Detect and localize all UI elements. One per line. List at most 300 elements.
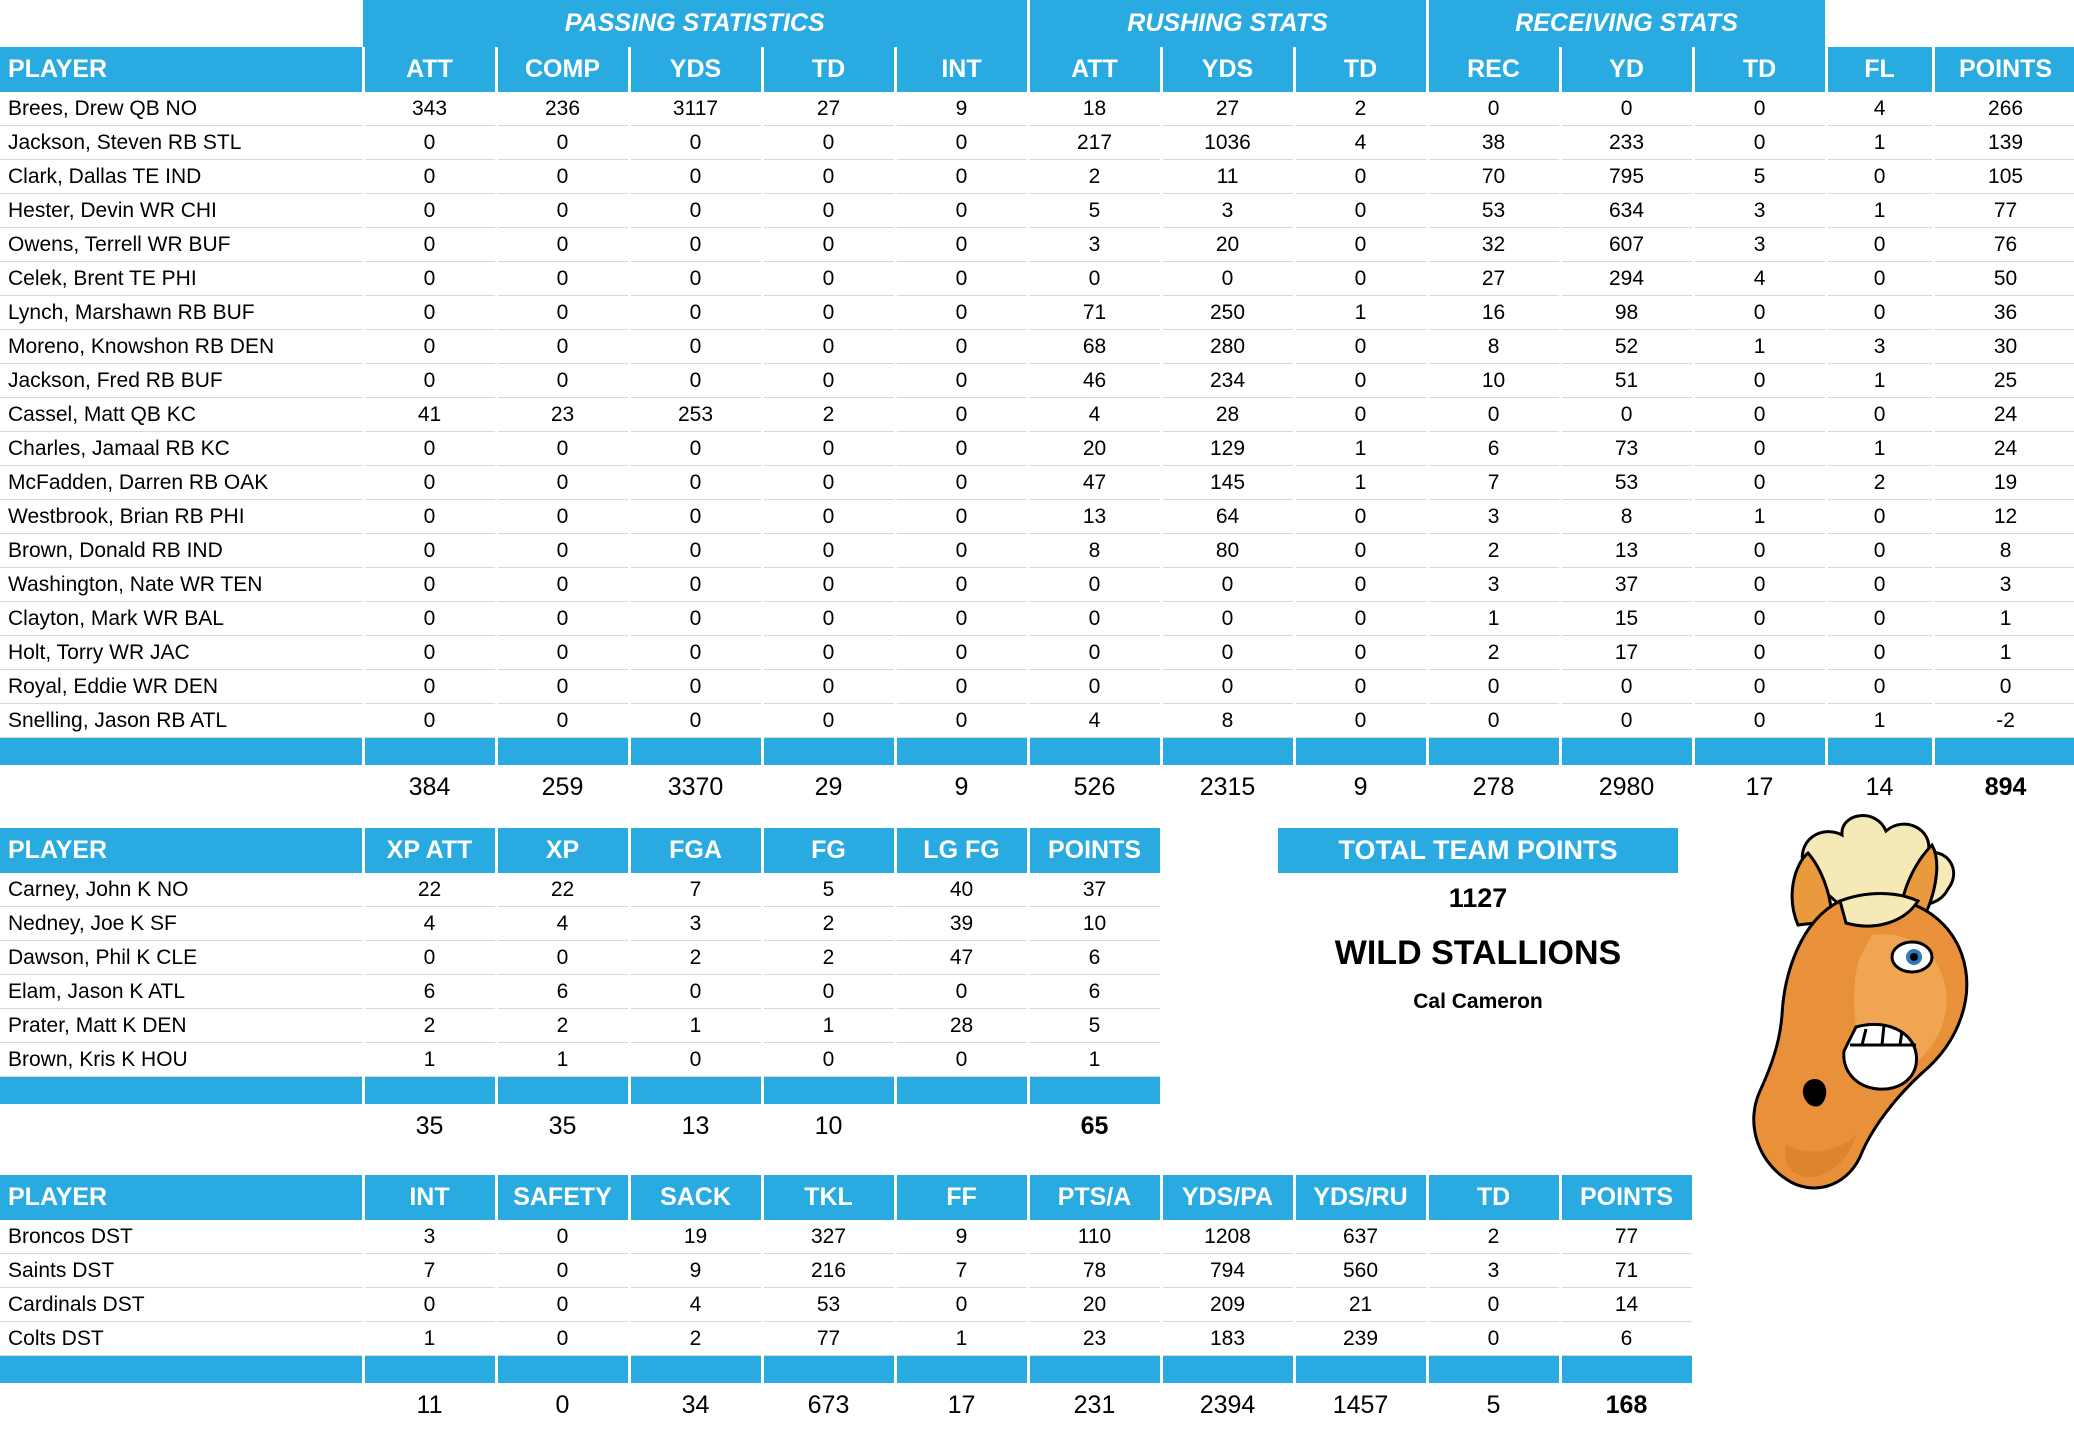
offense-group-header-row bbox=[0, 0, 2074, 47]
cell: 0 bbox=[895, 160, 1028, 194]
cell: 3 bbox=[363, 1220, 496, 1254]
player-name: Holt, Torry WR JAC bbox=[0, 636, 363, 670]
player-name: Jackson, Fred RB BUF bbox=[0, 364, 363, 398]
cell: 77 bbox=[762, 1322, 895, 1356]
cell: 16 bbox=[1427, 296, 1560, 330]
cell: 0 bbox=[363, 1288, 496, 1322]
cell: 8 bbox=[1028, 534, 1161, 568]
cell: 13 bbox=[1028, 500, 1161, 534]
cell: 7 bbox=[1427, 466, 1560, 500]
spacer-cell bbox=[0, 1077, 363, 1105]
defense-totals-row bbox=[0, 1383, 1693, 1427]
cell: 0 bbox=[629, 602, 762, 636]
cell: 53 bbox=[1560, 466, 1693, 500]
cell: 0 bbox=[1294, 398, 1427, 432]
total-ydspa: 2394 bbox=[1161, 1383, 1294, 1427]
cell: 1 bbox=[1294, 296, 1427, 330]
cell: 0 bbox=[895, 500, 1028, 534]
kicking-col-player: PLAYER bbox=[0, 828, 363, 873]
cell: 4 bbox=[496, 907, 629, 941]
cell: 15 bbox=[1560, 602, 1693, 636]
cell: 233 bbox=[1560, 126, 1693, 160]
cell: 250 bbox=[1161, 296, 1294, 330]
kicking-column-header-row bbox=[0, 828, 1161, 873]
cell: 0 bbox=[496, 364, 629, 398]
player-name: Brown, Donald RB IND bbox=[0, 534, 363, 568]
cell: 0 bbox=[895, 126, 1028, 160]
cell: 17 bbox=[1560, 636, 1693, 670]
team-logo bbox=[1690, 805, 2065, 1205]
cell: 0 bbox=[496, 1254, 629, 1288]
defense-col-player: PLAYER bbox=[0, 1175, 363, 1220]
cell: 9 bbox=[629, 1254, 762, 1288]
cell: 0 bbox=[1028, 636, 1161, 670]
cell: 0 bbox=[629, 160, 762, 194]
spacer-cell bbox=[1294, 1356, 1427, 1384]
cell: 0 bbox=[762, 704, 895, 738]
cell: 0 bbox=[1294, 602, 1427, 636]
table-row bbox=[0, 636, 2074, 670]
cell: 0 bbox=[762, 975, 895, 1009]
player-name: Jackson, Steven RB STL bbox=[0, 126, 363, 160]
total-rec: 278 bbox=[1427, 765, 1560, 809]
cell: 71 bbox=[1028, 296, 1161, 330]
cell: 0 bbox=[1933, 670, 2074, 704]
total-rush-att: 526 bbox=[1028, 765, 1161, 809]
total-xp-att: 35 bbox=[363, 1104, 496, 1148]
spacer-cell bbox=[762, 1077, 895, 1105]
spacer-cell bbox=[496, 1356, 629, 1384]
cell: 1 bbox=[363, 1043, 496, 1077]
player-name: Clayton, Mark WR BAL bbox=[0, 602, 363, 636]
spacer-cell bbox=[762, 738, 895, 766]
cell: 0 bbox=[496, 670, 629, 704]
player-name: Charles, Jamaal RB KC bbox=[0, 432, 363, 466]
player-name: Saints DST bbox=[0, 1254, 363, 1288]
cell: 3 bbox=[1427, 1254, 1560, 1288]
cell: 0 bbox=[762, 602, 895, 636]
cell: 0 bbox=[1294, 194, 1427, 228]
cell: 0 bbox=[1693, 296, 1826, 330]
cell: 0 bbox=[629, 228, 762, 262]
cell: 183 bbox=[1161, 1322, 1294, 1356]
cell: 0 bbox=[363, 296, 496, 330]
cell: 0 bbox=[1161, 636, 1294, 670]
cell: 0 bbox=[1161, 568, 1294, 602]
offense-col-player: PLAYER bbox=[0, 47, 363, 92]
cell: 0 bbox=[1826, 296, 1933, 330]
cell: 6 bbox=[1028, 941, 1161, 975]
player-name: Hester, Devin WR CHI bbox=[0, 194, 363, 228]
cell: 0 bbox=[895, 398, 1028, 432]
table-row bbox=[0, 228, 2074, 262]
cell: 98 bbox=[1560, 296, 1693, 330]
cell: 0 bbox=[363, 194, 496, 228]
cell: 6 bbox=[1427, 432, 1560, 466]
cell: 27 bbox=[762, 92, 895, 126]
cell: 71 bbox=[1560, 1254, 1693, 1288]
total-defense-points: 168 bbox=[1560, 1383, 1693, 1427]
cell: 1 bbox=[1826, 126, 1933, 160]
cell: 0 bbox=[1693, 398, 1826, 432]
spacer-cell bbox=[1161, 738, 1294, 766]
table-row bbox=[0, 160, 2074, 194]
cell: 0 bbox=[762, 296, 895, 330]
defense-col-td: TD bbox=[1427, 1175, 1560, 1220]
table-row bbox=[0, 330, 2074, 364]
cell: 78 bbox=[1028, 1254, 1161, 1288]
cell: 0 bbox=[1294, 228, 1427, 262]
cell: 5 bbox=[1693, 160, 1826, 194]
cell: 10 bbox=[1028, 907, 1161, 941]
total-int: 11 bbox=[363, 1383, 496, 1427]
cell: 2 bbox=[1028, 160, 1161, 194]
defense-stats-table bbox=[0, 1175, 1695, 1427]
cell: 0 bbox=[363, 534, 496, 568]
offense-totals-row bbox=[0, 765, 2074, 809]
cell: 0 bbox=[1294, 636, 1427, 670]
spacer-cell bbox=[1028, 1356, 1161, 1384]
kicking-col-fga: FGA bbox=[629, 828, 762, 873]
cell: 0 bbox=[363, 568, 496, 602]
totals-label bbox=[0, 765, 363, 809]
offense-col-rush-att: ATT bbox=[1028, 47, 1161, 92]
table-row bbox=[0, 92, 2074, 126]
total-ydsru: 1457 bbox=[1294, 1383, 1427, 1427]
cell: 327 bbox=[762, 1220, 895, 1254]
cell: 5 bbox=[762, 873, 895, 907]
total-tkl: 673 bbox=[762, 1383, 895, 1427]
cell: 52 bbox=[1560, 330, 1693, 364]
cell: 0 bbox=[1693, 364, 1826, 398]
offense-col-points: POINTS bbox=[1933, 47, 2074, 92]
cell: 0 bbox=[895, 534, 1028, 568]
cell: 343 bbox=[363, 92, 496, 126]
table-row bbox=[0, 262, 2074, 296]
cell: 36 bbox=[1933, 296, 2074, 330]
cell: 2 bbox=[762, 941, 895, 975]
cell: 20 bbox=[1028, 1288, 1161, 1322]
cell: 0 bbox=[363, 262, 496, 296]
cell: 3 bbox=[1028, 228, 1161, 262]
cell: 0 bbox=[1826, 398, 1933, 432]
cell: 0 bbox=[895, 296, 1028, 330]
defense-col-safety: SAFETY bbox=[496, 1175, 629, 1220]
offense-col-pass-comp: COMP bbox=[496, 47, 629, 92]
cell: 4 bbox=[363, 907, 496, 941]
offense-col-fl: FL bbox=[1826, 47, 1933, 92]
cell: 0 bbox=[629, 568, 762, 602]
cell: 0 bbox=[1294, 534, 1427, 568]
spacer-cell bbox=[0, 738, 363, 766]
cell: 80 bbox=[1161, 534, 1294, 568]
spacer-cell bbox=[496, 1077, 629, 1105]
cell: 4 bbox=[1826, 92, 1933, 126]
cell: 76 bbox=[1933, 228, 2074, 262]
offense-col-rec-td: TD bbox=[1693, 47, 1826, 92]
kicking-col-lg-fg: LG FG bbox=[895, 828, 1028, 873]
cell: 22 bbox=[496, 873, 629, 907]
cell: 1 bbox=[762, 1009, 895, 1043]
kicking-stats-table bbox=[0, 828, 1163, 1148]
cell: 0 bbox=[762, 330, 895, 364]
receiving-stats-header: RECEIVING STATS bbox=[1427, 0, 1826, 47]
cell: 0 bbox=[895, 1288, 1028, 1322]
cell: 10 bbox=[1427, 364, 1560, 398]
player-name: Cardinals DST bbox=[0, 1288, 363, 1322]
table-row bbox=[0, 670, 2074, 704]
cell: 0 bbox=[1693, 432, 1826, 466]
cell: 0 bbox=[1826, 602, 1933, 636]
rushing-stats-header: RUSHING STATS bbox=[1028, 0, 1427, 47]
cell: 0 bbox=[496, 500, 629, 534]
cell: 0 bbox=[895, 194, 1028, 228]
cell: 0 bbox=[1693, 602, 1826, 636]
cell: 3 bbox=[1427, 500, 1560, 534]
total-kicking-points: 65 bbox=[1028, 1104, 1161, 1148]
cell: 77 bbox=[1933, 194, 2074, 228]
total-rec-td: 17 bbox=[1693, 765, 1826, 809]
cell: 0 bbox=[762, 466, 895, 500]
cell: 0 bbox=[1294, 330, 1427, 364]
total-xp: 35 bbox=[496, 1104, 629, 1148]
cell: 47 bbox=[895, 941, 1028, 975]
table-row bbox=[0, 1254, 1693, 1288]
total-pass-yds: 3370 bbox=[629, 765, 762, 809]
offense-col-rush-td: TD bbox=[1294, 47, 1427, 92]
cell: 2 bbox=[1427, 636, 1560, 670]
cell: 0 bbox=[1028, 262, 1161, 296]
spacer-cell bbox=[1028, 738, 1161, 766]
player-name: Snelling, Jason RB ATL bbox=[0, 704, 363, 738]
table-row bbox=[0, 602, 2074, 636]
cell: 11 bbox=[1161, 160, 1294, 194]
player-name: Moreno, Knowshon RB DEN bbox=[0, 330, 363, 364]
cell: 23 bbox=[496, 398, 629, 432]
player-name: McFadden, Darren RB OAK bbox=[0, 466, 363, 500]
cell: 0 bbox=[762, 160, 895, 194]
defense-col-points: POINTS bbox=[1560, 1175, 1693, 1220]
cell: 634 bbox=[1560, 194, 1693, 228]
cell: 8 bbox=[1933, 534, 2074, 568]
cell: 0 bbox=[363, 364, 496, 398]
cell: 0 bbox=[629, 636, 762, 670]
cell: 0 bbox=[895, 364, 1028, 398]
player-name: Colts DST bbox=[0, 1322, 363, 1356]
spacer-cell bbox=[895, 738, 1028, 766]
cell: 0 bbox=[629, 975, 762, 1009]
cell: 0 bbox=[895, 262, 1028, 296]
cell: 794 bbox=[1161, 1254, 1294, 1288]
offense-col-rec: REC bbox=[1427, 47, 1560, 92]
cell: 2 bbox=[1826, 466, 1933, 500]
offense-column-header-row bbox=[0, 47, 2074, 92]
cell: 0 bbox=[1826, 500, 1933, 534]
player-name: Prater, Matt K DEN bbox=[0, 1009, 363, 1043]
cell: 1 bbox=[1826, 364, 1933, 398]
cell: 30 bbox=[1933, 330, 2074, 364]
cell: 1 bbox=[1294, 466, 1427, 500]
cell: 37 bbox=[1560, 568, 1693, 602]
cell: 21 bbox=[1294, 1288, 1427, 1322]
cell: 2 bbox=[629, 941, 762, 975]
team-summary-panel bbox=[1278, 828, 1678, 1014]
spacer-cell bbox=[1693, 738, 1826, 766]
cell: 3 bbox=[629, 907, 762, 941]
spacer-cell bbox=[1427, 738, 1560, 766]
cell: 19 bbox=[1933, 466, 2074, 500]
total-safety: 0 bbox=[496, 1383, 629, 1427]
total-pass-int: 9 bbox=[895, 765, 1028, 809]
cell: 5 bbox=[1028, 194, 1161, 228]
cell: 0 bbox=[1161, 602, 1294, 636]
defense-col-ydsru: YDS/RU bbox=[1294, 1175, 1427, 1220]
cell: 0 bbox=[895, 568, 1028, 602]
table-row bbox=[0, 398, 2074, 432]
cell: 0 bbox=[762, 568, 895, 602]
spacer-cell bbox=[363, 738, 496, 766]
total-fga: 13 bbox=[629, 1104, 762, 1148]
kicking-col-xp: XP bbox=[496, 828, 629, 873]
table-row bbox=[0, 568, 2074, 602]
cell: 0 bbox=[496, 1288, 629, 1322]
cell: 0 bbox=[1560, 670, 1693, 704]
cell: 139 bbox=[1933, 126, 2074, 160]
cell: 0 bbox=[1294, 262, 1427, 296]
cell: 0 bbox=[1161, 670, 1294, 704]
cell: 0 bbox=[762, 262, 895, 296]
cell: 1 bbox=[363, 1322, 496, 1356]
cell: 2 bbox=[1294, 92, 1427, 126]
cell: 0 bbox=[496, 466, 629, 500]
cell: 0 bbox=[1427, 1288, 1560, 1322]
player-name: Brees, Drew QB NO bbox=[0, 92, 363, 126]
cell: 2 bbox=[762, 907, 895, 941]
cell: 64 bbox=[1161, 500, 1294, 534]
offense-group-blank-points bbox=[1933, 0, 2074, 47]
cell: 4 bbox=[1294, 126, 1427, 160]
spacer-cell bbox=[363, 1356, 496, 1384]
cell: 607 bbox=[1560, 228, 1693, 262]
cell: 253 bbox=[629, 398, 762, 432]
player-name: Celek, Brent TE PHI bbox=[0, 262, 363, 296]
cell: 0 bbox=[496, 1220, 629, 1254]
cell: 0 bbox=[895, 228, 1028, 262]
cell: 41 bbox=[363, 398, 496, 432]
cell: 0 bbox=[762, 500, 895, 534]
player-name: Carney, John K NO bbox=[0, 873, 363, 907]
cell: 19 bbox=[629, 1220, 762, 1254]
cell: 110 bbox=[1028, 1220, 1161, 1254]
cell: 8 bbox=[1161, 704, 1294, 738]
cell: 3 bbox=[1693, 228, 1826, 262]
table-row bbox=[0, 466, 2074, 500]
cell: 39 bbox=[895, 907, 1028, 941]
total-ptsa: 231 bbox=[1028, 1383, 1161, 1427]
cell: 46 bbox=[1028, 364, 1161, 398]
cell: 53 bbox=[1427, 194, 1560, 228]
cell: 24 bbox=[1933, 398, 2074, 432]
cell: 129 bbox=[1161, 432, 1294, 466]
cell: 2 bbox=[1427, 1220, 1560, 1254]
table-row bbox=[0, 126, 2074, 160]
totals-label bbox=[0, 1104, 363, 1148]
cell: 0 bbox=[496, 126, 629, 160]
offense-col-pass-att: ATT bbox=[363, 47, 496, 92]
cell: 20 bbox=[1161, 228, 1294, 262]
cell: 0 bbox=[1693, 466, 1826, 500]
spacer-cell bbox=[1294, 738, 1427, 766]
defense-col-ff: FF bbox=[895, 1175, 1028, 1220]
spacer-cell bbox=[895, 1077, 1028, 1105]
cell: 2 bbox=[762, 398, 895, 432]
cell: 27 bbox=[1161, 92, 1294, 126]
cell: 6 bbox=[1028, 975, 1161, 1009]
offense-col-pass-yds: YDS bbox=[629, 47, 762, 92]
cell: 1 bbox=[1826, 704, 1933, 738]
cell: 0 bbox=[496, 941, 629, 975]
cell: 20 bbox=[1028, 432, 1161, 466]
cell: 1 bbox=[1826, 432, 1933, 466]
defense-col-int: INT bbox=[363, 1175, 496, 1220]
cell: 105 bbox=[1933, 160, 2074, 194]
player-name: Royal, Eddie WR DEN bbox=[0, 670, 363, 704]
kicking-totals-row bbox=[0, 1104, 1161, 1148]
cell: 3 bbox=[1826, 330, 1933, 364]
offense-group-blank bbox=[0, 0, 363, 47]
cell: 0 bbox=[496, 432, 629, 466]
cell: 216 bbox=[762, 1254, 895, 1288]
spacer-cell bbox=[1933, 738, 2074, 766]
spacer-cell bbox=[629, 738, 762, 766]
table-row bbox=[0, 296, 2074, 330]
kicking-spacer-row bbox=[0, 1077, 1161, 1105]
cell: 795 bbox=[1560, 160, 1693, 194]
cell: 0 bbox=[1826, 228, 1933, 262]
cell: -2 bbox=[1933, 704, 2074, 738]
cell: 0 bbox=[1427, 92, 1560, 126]
table-row bbox=[0, 1220, 1693, 1254]
table-row bbox=[0, 873, 1161, 907]
spacer-cell bbox=[1560, 1356, 1693, 1384]
player-name: Owens, Terrell WR BUF bbox=[0, 228, 363, 262]
cell: 4 bbox=[629, 1288, 762, 1322]
cell: 0 bbox=[1693, 670, 1826, 704]
player-name: Washington, Nate WR TEN bbox=[0, 568, 363, 602]
cell: 2 bbox=[496, 1009, 629, 1043]
cell: 266 bbox=[1933, 92, 2074, 126]
cell: 0 bbox=[629, 466, 762, 500]
cell: 3 bbox=[1933, 568, 2074, 602]
defense-col-sack: SACK bbox=[629, 1175, 762, 1220]
cell: 0 bbox=[1693, 92, 1826, 126]
cell: 1036 bbox=[1161, 126, 1294, 160]
cell: 0 bbox=[1427, 670, 1560, 704]
cell: 2 bbox=[629, 1322, 762, 1356]
player-name: Westbrook, Brian RB PHI bbox=[0, 500, 363, 534]
cell: 1 bbox=[895, 1322, 1028, 1356]
offense-col-pass-int: INT bbox=[895, 47, 1028, 92]
cell: 280 bbox=[1161, 330, 1294, 364]
table-row bbox=[0, 1288, 1693, 1322]
player-name: Nedney, Joe K SF bbox=[0, 907, 363, 941]
offense-col-rush-yds: YDS bbox=[1161, 47, 1294, 92]
player-name: Clark, Dallas TE IND bbox=[0, 160, 363, 194]
cell: 0 bbox=[629, 194, 762, 228]
cell: 40 bbox=[895, 873, 1028, 907]
cell: 5 bbox=[1028, 1009, 1161, 1043]
offense-spacer-row bbox=[0, 738, 2074, 766]
